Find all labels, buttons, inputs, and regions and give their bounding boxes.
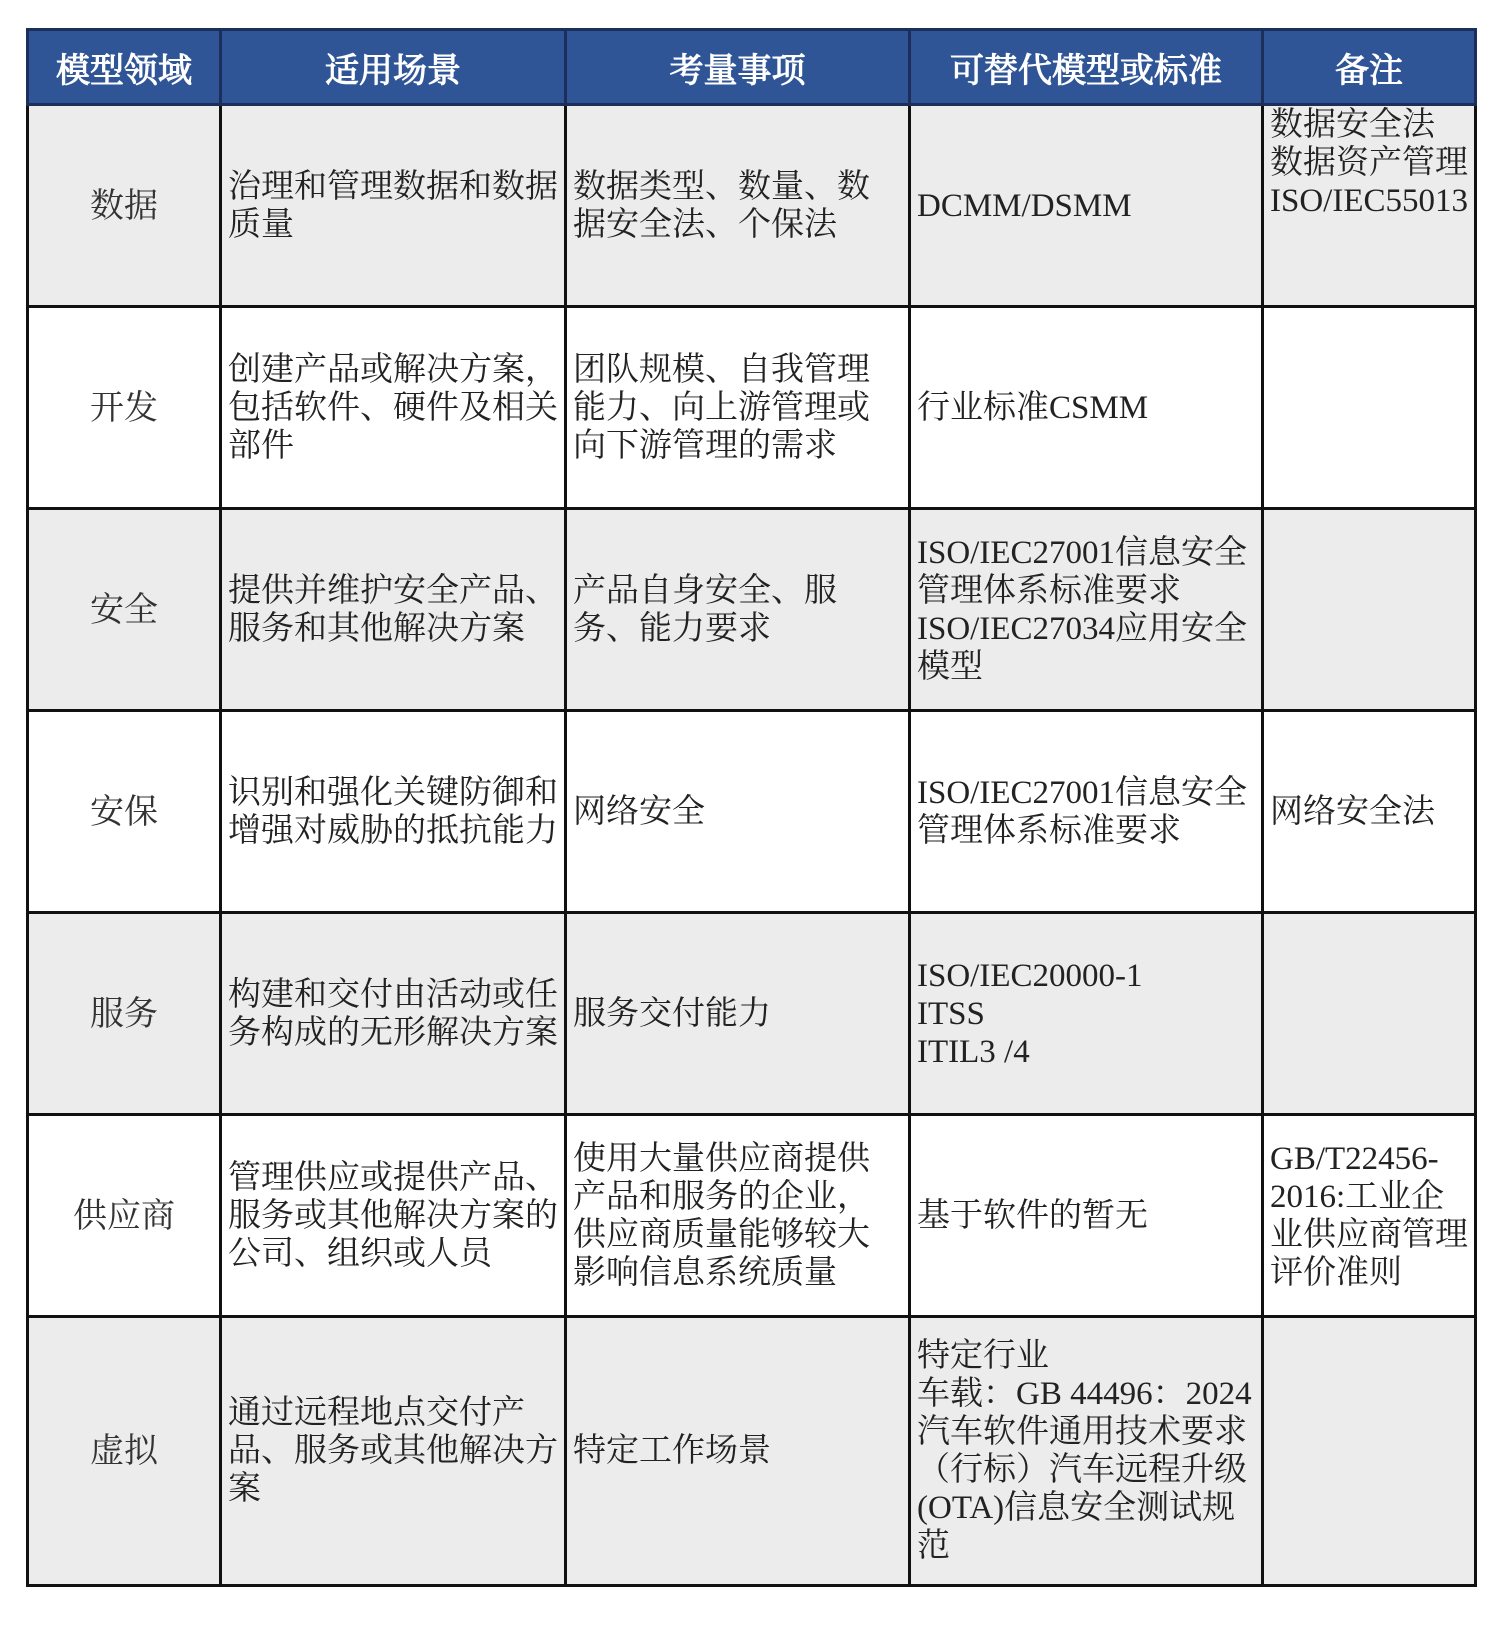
cell-notes <box>1263 913 1476 1115</box>
cell-notes <box>1263 711 1476 913</box>
cell-scenario <box>221 711 566 913</box>
alternative-text: ISO/IEC27001信息安全管理体系标准要求 <box>917 774 1247 849</box>
cell-alternatives <box>910 1115 1263 1317</box>
alternative-text: 基于软件的暂无 <box>917 1197 1148 1234</box>
scenario-text: 构建和交付由活动或任务构成的无形解决方案 <box>228 976 558 1051</box>
cell-domain <box>28 1317 221 1586</box>
note-text: GB/T22456-2016:工业企业供应商管理评价准则 <box>1270 1140 1468 1291</box>
table-row <box>28 1115 1476 1317</box>
cell-scenario <box>221 307 566 509</box>
cell-domain <box>28 913 221 1115</box>
alternative-text: 行业标准CSMM <box>917 389 1149 426</box>
cell-alternatives <box>910 307 1263 509</box>
cell-domain <box>28 711 221 913</box>
cell-notes <box>1263 307 1476 509</box>
cell-alternatives <box>910 913 1263 1115</box>
cell-notes <box>1263 509 1476 711</box>
header-notes: 备注 <box>1263 30 1476 105</box>
alternative-text: ITSS <box>917 995 985 1032</box>
note-text: 数据安全法 <box>1270 107 1435 143</box>
cell-scenario <box>221 509 566 711</box>
cell-alternatives <box>910 711 1263 913</box>
scenario-text: 识别和强化关键防御和增强对威胁的抵抗能力 <box>228 774 558 849</box>
alternative-text: 车载：GB 44496：2024汽车软件通用技术要求（行标）汽车远程升级(OTA)信息安全测试规范 <box>917 1376 1252 1564</box>
considerations-text: 特定工作场景 <box>573 1433 771 1469</box>
domain-text: 安保 <box>90 791 158 832</box>
cell-domain <box>28 1115 221 1317</box>
cell-alternatives <box>910 1317 1263 1586</box>
header-considerations: 考量事项 <box>566 30 910 105</box>
cell-scenario <box>221 913 566 1115</box>
domain-text: 安全 <box>90 589 158 630</box>
table-row <box>28 307 1476 509</box>
cell-domain <box>28 509 221 711</box>
alternative-text: DCMM/DSMM <box>917 187 1132 224</box>
cell-notes <box>1263 1115 1476 1317</box>
cell-domain <box>28 105 221 307</box>
considerations-text: 网络安全 <box>573 793 705 830</box>
alternative-text: 特定行业 <box>917 1338 1049 1374</box>
table-row <box>28 509 1476 711</box>
table-row <box>28 711 1476 913</box>
cell-alternatives <box>910 509 1263 711</box>
cell-considerations <box>566 913 910 1115</box>
model-domain-table <box>26 28 1477 1587</box>
header-alternatives: 可替代模型或标准 <box>910 30 1263 105</box>
table-row <box>28 105 1476 307</box>
domain-text: 数据 <box>90 185 158 226</box>
scenario-text: 提供并维护安全产品、服务和其他解决方案 <box>228 572 558 647</box>
considerations-text: 服务交付能力 <box>573 995 771 1032</box>
cell-scenario <box>221 1115 566 1317</box>
scenario-text: 通过远程地点交付产品、服务或其他解决方案 <box>228 1395 558 1507</box>
cell-domain <box>28 307 221 509</box>
cell-considerations <box>566 1317 910 1586</box>
domain-text: 供应商 <box>73 1195 175 1236</box>
table-row <box>28 913 1476 1115</box>
domain-text: 虚拟 <box>90 1431 158 1471</box>
table-header-row <box>28 30 1476 105</box>
note-text: 数据资产管理 <box>1270 145 1468 181</box>
scenario-text: 管理供应或提供产品、服务或其他解决方案的公司、组织或人员 <box>228 1159 558 1272</box>
cell-notes <box>1263 1317 1476 1586</box>
cell-scenario <box>221 1317 566 1586</box>
alternative-text: ISO/IEC27001信息安全管理体系标准要求 <box>917 534 1247 609</box>
cell-scenario <box>221 105 566 307</box>
scenario-text: 创建产品或解决方案，包括软件、硬件及相关部件 <box>228 351 558 464</box>
cell-considerations <box>566 509 910 711</box>
table-row <box>28 1317 1476 1586</box>
domain-text: 服务 <box>90 993 158 1034</box>
cell-considerations <box>566 307 910 509</box>
header-scenario: 适用场景 <box>221 30 566 105</box>
cell-notes <box>1263 105 1476 307</box>
cell-considerations <box>566 711 910 913</box>
considerations-text: 团队规模、自我管理能力、向上游管理或向下游管理的需求 <box>573 351 870 464</box>
note-text: 网络安全法 <box>1270 793 1435 830</box>
cell-considerations <box>566 1115 910 1317</box>
cell-alternatives <box>910 105 1263 307</box>
note-text: ISO/IEC55013 <box>1270 183 1468 219</box>
cell-considerations <box>566 105 910 307</box>
considerations-text: 数据类型、数量、数据安全法、个保法 <box>573 168 870 243</box>
domain-text: 开发 <box>90 387 158 428</box>
header-domain: 模型领域 <box>28 30 221 105</box>
considerations-text: 使用大量供应商提供产品和服务的企业，供应商质量能够较大影响信息系统质量 <box>573 1140 870 1291</box>
alternative-text: ISO/IEC27034应用安全模型 <box>917 610 1247 685</box>
alternative-text: ISO/IEC20000-1 <box>917 957 1143 994</box>
scenario-text: 治理和管理数据和数据质量 <box>228 168 558 243</box>
alternative-text: ITIL3 /4 <box>917 1033 1030 1070</box>
considerations-text: 产品自身安全、服务、能力要求 <box>573 572 837 647</box>
